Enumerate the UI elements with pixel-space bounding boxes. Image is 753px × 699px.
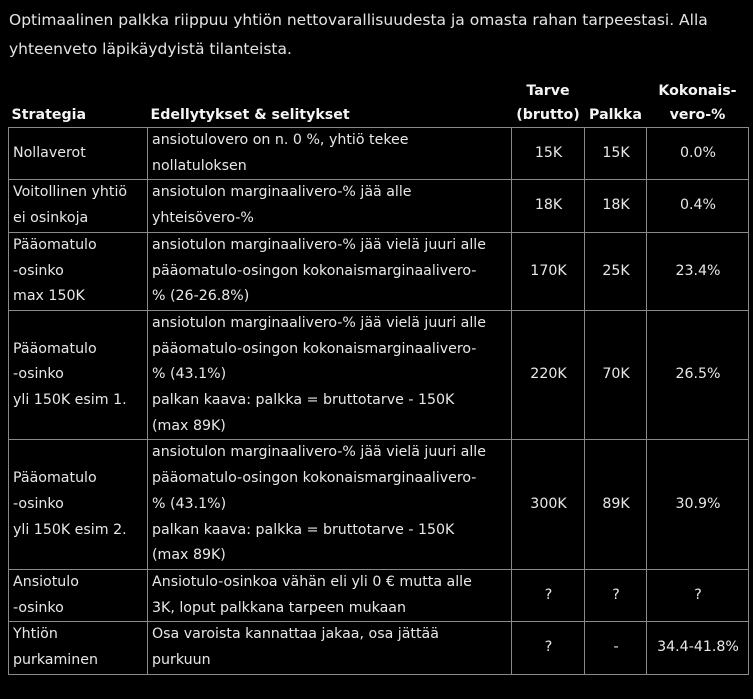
cell-strategia-line: Ansiotulo bbox=[13, 573, 79, 590]
table-row bbox=[9, 232, 749, 310]
cell-strategia-line: -osinko bbox=[13, 495, 64, 512]
cell-palkka: 18K bbox=[585, 180, 647, 232]
cell-edellytykset-line: palkan kaava: palkka = bruttotarve - 150K bbox=[152, 392, 455, 409]
cell-strategia-line: -osinko bbox=[13, 262, 64, 279]
cell-edellytykset-line: ansiotulon marginaalivero-% jää alle bbox=[152, 184, 412, 201]
cell-tarve: 18K bbox=[512, 180, 585, 232]
cell-edellytykset-line: ansiotulovero on n. 0 %, yhtiö tekee bbox=[152, 132, 409, 148]
cell-edellytykset-line: purkuun bbox=[152, 652, 211, 669]
cell-palkka: - bbox=[585, 622, 647, 674]
cell-strategia-line: Nollaverot bbox=[13, 144, 86, 161]
cell-edellytykset-line: pääomatulo-osingon kokonaismarginaalivero- bbox=[152, 470, 477, 487]
cell-strategia-line: Pääomatulo bbox=[13, 340, 97, 357]
cell-edellytykset-line: % (43.1%) bbox=[152, 495, 227, 512]
cell-palkka: 15K bbox=[585, 128, 647, 180]
table-row bbox=[9, 622, 749, 674]
cell-tarve: 220K bbox=[512, 310, 585, 440]
intro-paragraph: Optimaalinen palkka riippuu yhtiön nettovarallisuudesta ja omasta rahan tarpeestasi. Alla yhteenveto läpikäydyistä tilanteista. bbox=[9, 11, 708, 58]
table-row bbox=[9, 128, 749, 180]
header-tarve bbox=[512, 77, 585, 128]
cell-edellytykset-line: pääomatulo-osingon kokonaismarginaalivero- bbox=[152, 262, 477, 279]
cell-edellytykset-line: palkan kaava: palkka = bruttotarve - 150K bbox=[152, 521, 455, 538]
table-row bbox=[9, 180, 749, 232]
cell-strategia bbox=[9, 232, 148, 310]
cell-strategia-line: yli 150K esim 2. bbox=[13, 521, 127, 538]
header-edellytykset: Edellytykset & selitykset bbox=[150, 107, 350, 123]
cell-edellytykset-line: pääomatulo-osingon kokonaismarginaalivero- bbox=[152, 340, 477, 357]
cell-tarve: 170K bbox=[512, 232, 585, 310]
cell-kokonaisvero: 30.9% bbox=[647, 440, 749, 570]
cell-kokonaisvero: 0.4% bbox=[647, 180, 749, 232]
cell-edellytykset-line: yhteisövero-% bbox=[152, 210, 254, 227]
cell-kokonaisvero: 0.0% bbox=[647, 128, 749, 180]
cell-tarve: ? bbox=[512, 622, 585, 674]
cell-strategia-line: ei osinkoja bbox=[13, 210, 89, 227]
cell-edellytykset bbox=[148, 440, 512, 570]
cell-edellytykset-line: % (43.1%) bbox=[152, 366, 227, 383]
cell-strategia bbox=[9, 180, 148, 232]
cell-edellytykset-line: % (26-26.8%) bbox=[152, 288, 250, 305]
cell-strategia bbox=[9, 440, 148, 570]
cell-palkka: ? bbox=[585, 569, 647, 621]
cell-palkka: 70K bbox=[585, 310, 647, 440]
cell-strategia-line: yli 150K esim 1. bbox=[13, 392, 127, 409]
cell-tarve: ? bbox=[512, 569, 585, 621]
cell-strategia bbox=[9, 310, 148, 440]
cell-edellytykset-line: ansiotulon marginaalivero-% jää vielä juuri alle bbox=[152, 314, 486, 331]
cell-strategia-line: -osinko bbox=[13, 599, 64, 616]
cell-tarve: 300K bbox=[512, 440, 585, 570]
cell-edellytykset bbox=[148, 128, 512, 180]
cell-kokonaisvero: 26.5% bbox=[647, 310, 749, 440]
table-header-row bbox=[9, 77, 749, 128]
cell-strategia bbox=[9, 569, 148, 621]
cell-kokonaisvero: 34.4-41.8% bbox=[647, 622, 749, 674]
header-kokonaisvero-line1: Kokonais- bbox=[658, 83, 737, 99]
cell-tarve: 15K bbox=[512, 128, 585, 180]
table-row bbox=[9, 569, 749, 621]
cell-edellytykset bbox=[148, 232, 512, 310]
cell-strategia-line: Yhtiön bbox=[13, 626, 58, 643]
cell-strategia bbox=[9, 128, 148, 180]
cell-strategia-line: Pääomatulo bbox=[13, 470, 97, 487]
cell-edellytykset-line: (max 89K) bbox=[152, 547, 226, 564]
cell-edellytykset-line: (max 89K) bbox=[152, 417, 226, 434]
table-row bbox=[9, 440, 749, 570]
cell-edellytykset-line: ansiotulon marginaalivero-% jää vielä juuri alle bbox=[152, 236, 486, 253]
cell-palkka: 89K bbox=[585, 440, 647, 570]
cell-strategia-line: Pääomatulo bbox=[13, 236, 97, 253]
cell-kokonaisvero: ? bbox=[647, 569, 749, 621]
cell-strategia-line: -osinko bbox=[13, 366, 64, 383]
cell-palkka: 25K bbox=[585, 232, 647, 310]
cell-edellytykset-line: Ansiotulo-osinkoa vähän eli yli 0 € mutta alle bbox=[152, 573, 472, 590]
cell-strategia-line: Voitollinen yhtiö bbox=[13, 184, 128, 201]
cell-kokonaisvero: 23.4% bbox=[647, 232, 749, 310]
cell-strategia-line: max 150K bbox=[13, 288, 85, 305]
cell-edellytykset bbox=[148, 569, 512, 621]
header-palkka: Palkka bbox=[589, 107, 642, 123]
cell-edellytykset-line: 3K, loput palkkana tarpeen mukaan bbox=[152, 599, 406, 616]
cell-edellytykset-line: nollatuloksen bbox=[152, 157, 247, 174]
cell-edellytykset bbox=[148, 180, 512, 232]
table-row bbox=[9, 310, 749, 440]
cell-edellytykset-line: ansiotulon marginaalivero-% jää vielä juuri alle bbox=[152, 444, 486, 461]
header-strategia: Strategia bbox=[11, 107, 87, 123]
header-tarve-line2: (brutto) bbox=[516, 107, 580, 123]
header-kokonaisvero bbox=[647, 77, 749, 128]
cell-edellytykset bbox=[148, 622, 512, 674]
cell-strategia-line: purkaminen bbox=[13, 652, 98, 669]
strategy-table bbox=[8, 77, 749, 675]
cell-edellytykset bbox=[148, 310, 512, 440]
header-kokonaisvero-line2: vero-% bbox=[669, 107, 726, 123]
header-tarve-line1: Tarve bbox=[526, 83, 570, 99]
cell-edellytykset-line: Osa varoista kannattaa jakaa, osa jättää bbox=[152, 626, 439, 643]
cell-strategia bbox=[9, 622, 148, 674]
table-body bbox=[9, 128, 749, 675]
